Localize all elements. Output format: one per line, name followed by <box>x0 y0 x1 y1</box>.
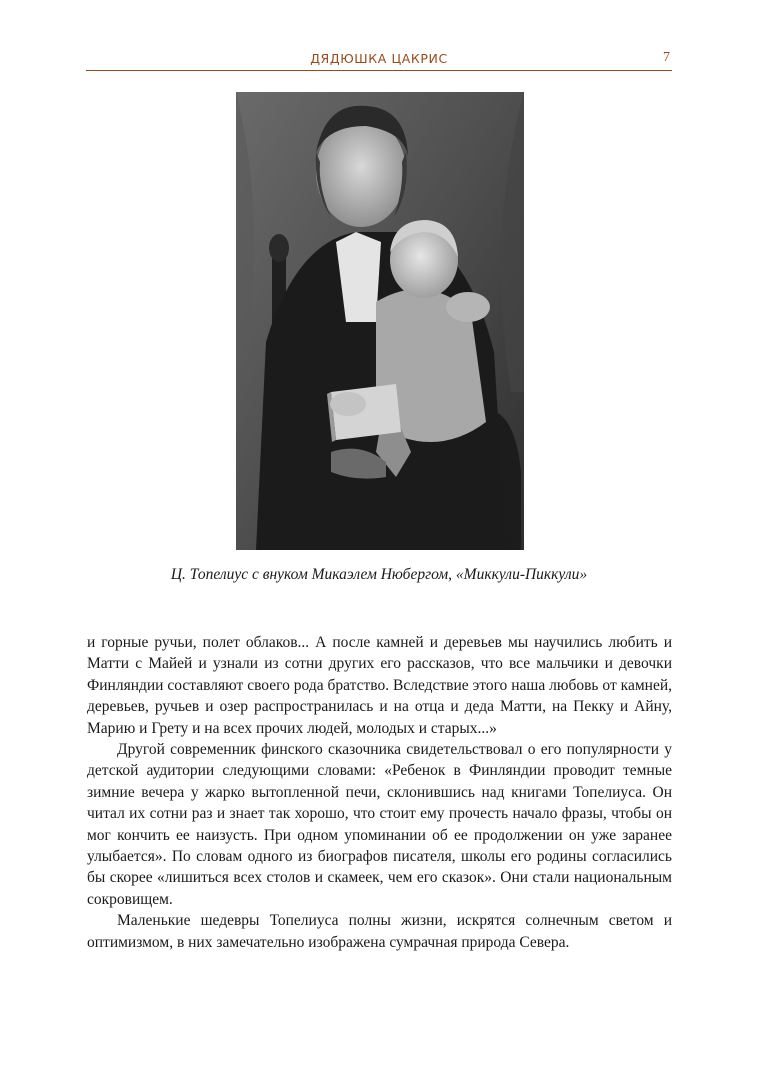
header-rule <box>86 70 672 71</box>
page-number: 7 <box>663 50 670 65</box>
paragraph-masterpieces: Маленькие шедевры Топелиуса полны жизни, искрятся солнечным светом и оптимизмом, в них замечательно изображена сумрачная природа Севера. <box>87 912 672 951</box>
portrait-photo <box>236 92 524 550</box>
paragraph-continuation: и горные ручьи, полет облаков... А после камней и деревьев мы научились любить и Матти с Майей и узнали из сотни других его рассказов, что все мальчики и девочки Финляндии составляют своего рода братство. Вследствие этого наша любовь от камней, деревьев, ручьев и озер распространилась и на отца и деда Матти, на Пекку и Айну, Марию и Грету и на всех прочих людей, молодых и старых...» <box>87 634 672 737</box>
figure-caption: Ц. Топелиус с внуком Микаэлем Нюбергом, «Миккули-Пиккули» <box>170 566 588 583</box>
running-header <box>86 50 672 70</box>
portrait-photo-drawing <box>236 92 524 550</box>
body-text <box>87 632 672 953</box>
running-header-title: ДЯДЮШКА ЦАКРИС <box>310 51 448 66</box>
paragraph-contemporary-quote: Другой современник финского сказочника свидетельствовал о его популярности у детской аудитории следующими словами: «Ребенок в Финляндии проводит темные зимние вечера у жарко вытопленной печи, склонившись над книгами Топелиуса. Он читал их сотни раз и знает так хорошо, что стоит ему прочесть начало фразы, чтобы он мог кончить ее наизусть. При одном упоминании об ее продолжении он уже заранее улыбается». По словам одного из биографов писателя, школы его родины согласились бы скорее «лишиться всех столов и скамеек, чем его сказок». Они стали национальным сокровищем. <box>87 741 672 908</box>
